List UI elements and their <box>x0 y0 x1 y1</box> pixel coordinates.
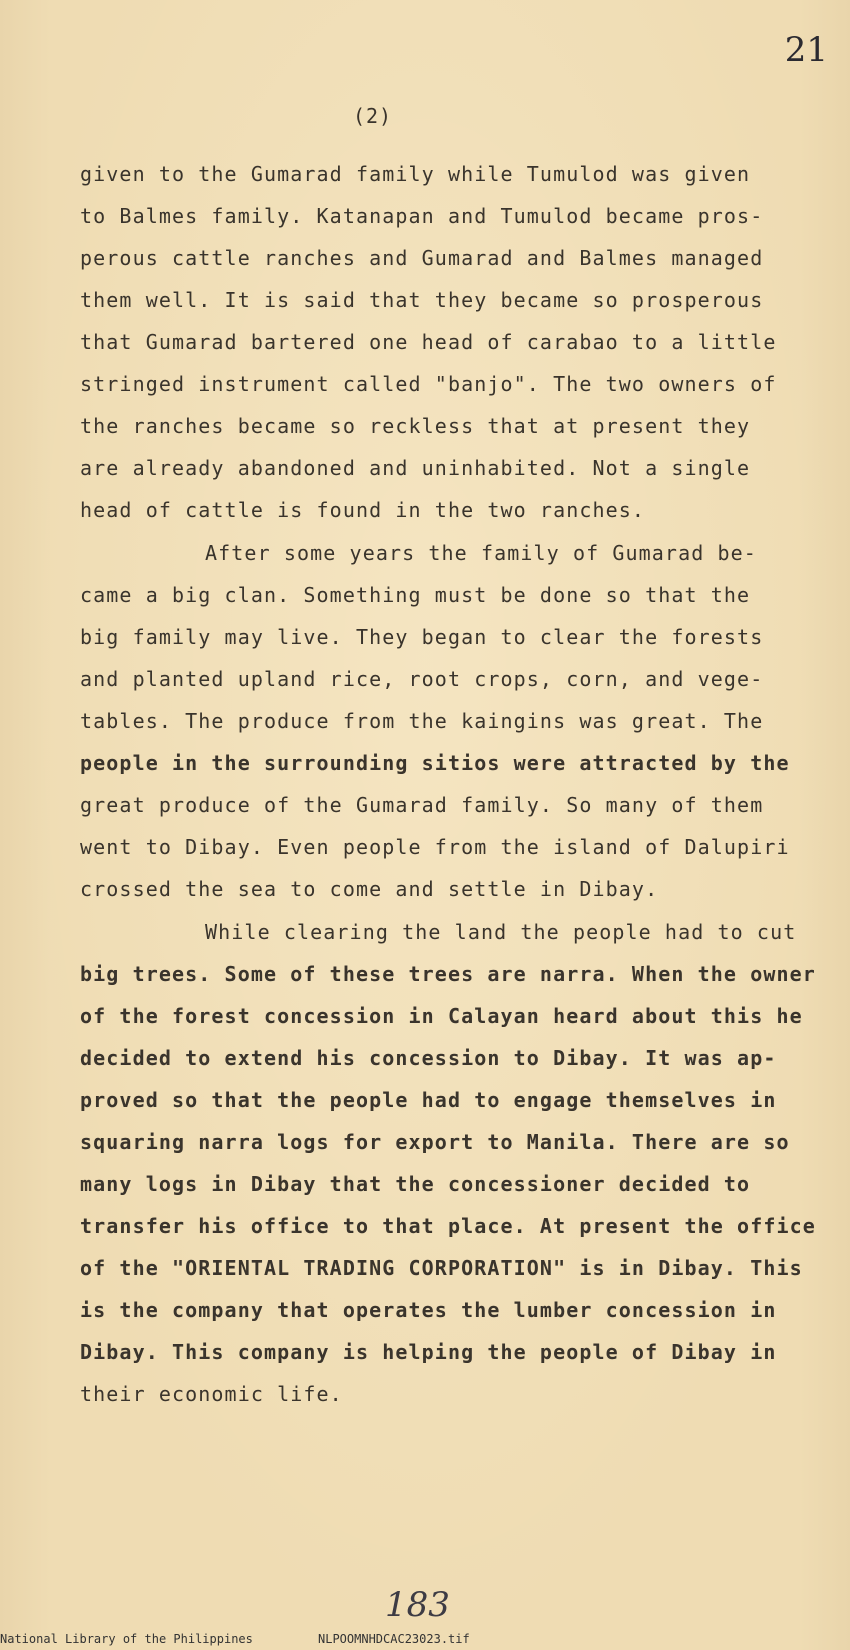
file-name: NLPOOMNHDCAC23023.tif <box>318 1632 470 1646</box>
text-line: went to Dibay. Even people from the island of Dalupiri <box>80 835 790 859</box>
text-line: is the company that operates the lumber concession in <box>80 1298 777 1322</box>
text-line: decided to extend his concession to Dibay. It was ap- <box>80 1046 777 1070</box>
text-line: that Gumarad bartered one head of carabao to a little <box>80 330 777 354</box>
text-line: squaring narra logs for export to Manila. There are so <box>80 1130 790 1154</box>
text-line: big family may live. They began to clear the forests <box>80 625 764 649</box>
text-line: given to the Gumarad family while Tumulod was given <box>80 162 751 186</box>
text-line: transfer his office to that place. At present the office <box>80 1214 816 1238</box>
text-line: perous cattle ranches and Gumarad and Balmes managed <box>80 246 764 270</box>
text-line: them well. It is said that they became so prosperous <box>80 288 764 312</box>
library-credit: National Library of the Philippines <box>0 1632 253 1646</box>
text-line: many logs in Dibay that the concessioner decided to <box>80 1172 751 1196</box>
handwritten-folio-number: 183 <box>385 1585 450 1625</box>
page-number: (2) <box>352 104 393 128</box>
paragraph-start-line: After some years the family of Gumarad be- <box>205 541 757 565</box>
text-line: to Balmes family. Katanapan and Tumulod became pros- <box>80 204 764 228</box>
text-line: Dibay. This company is helping the people of Dibay in <box>80 1340 777 1364</box>
text-line: stringed instrument called "banjo". The two owners of <box>80 372 777 396</box>
text-line: proved so that the people had to engage themselves in <box>80 1088 777 1112</box>
text-line: of the "ORIENTAL TRADING CORPORATION" is in Dibay. This <box>80 1256 803 1280</box>
text-line: crossed the sea to come and settle in Dibay. <box>80 877 659 901</box>
text-line: head of cattle is found in the two ranches. <box>80 498 646 522</box>
text-line: are already abandoned and uninhabited. Not a single <box>80 456 751 480</box>
text-line: of the forest concession in Calayan heard about this he <box>80 1004 803 1028</box>
text-line: their economic life. <box>80 1382 343 1406</box>
handwritten-page-mark: 21 <box>784 30 828 70</box>
paragraph-start-line: While clearing the land the people had to cut <box>205 920 797 944</box>
text-line: came a big clan. Something must be done so that the <box>80 583 751 607</box>
text-line: the ranches became so reckless that at present they <box>80 414 751 438</box>
text-line: people in the surrounding sitios were attracted by the <box>80 751 790 775</box>
text-line: big trees. Some of these trees are narra. When the owner <box>80 962 816 986</box>
text-line: great produce of the Gumarad family. So many of them <box>80 793 764 817</box>
text-line: and planted upland rice, root crops, corn, and vege- <box>80 667 764 691</box>
text-line: tables. The produce from the kaingins was great. The <box>80 709 764 733</box>
